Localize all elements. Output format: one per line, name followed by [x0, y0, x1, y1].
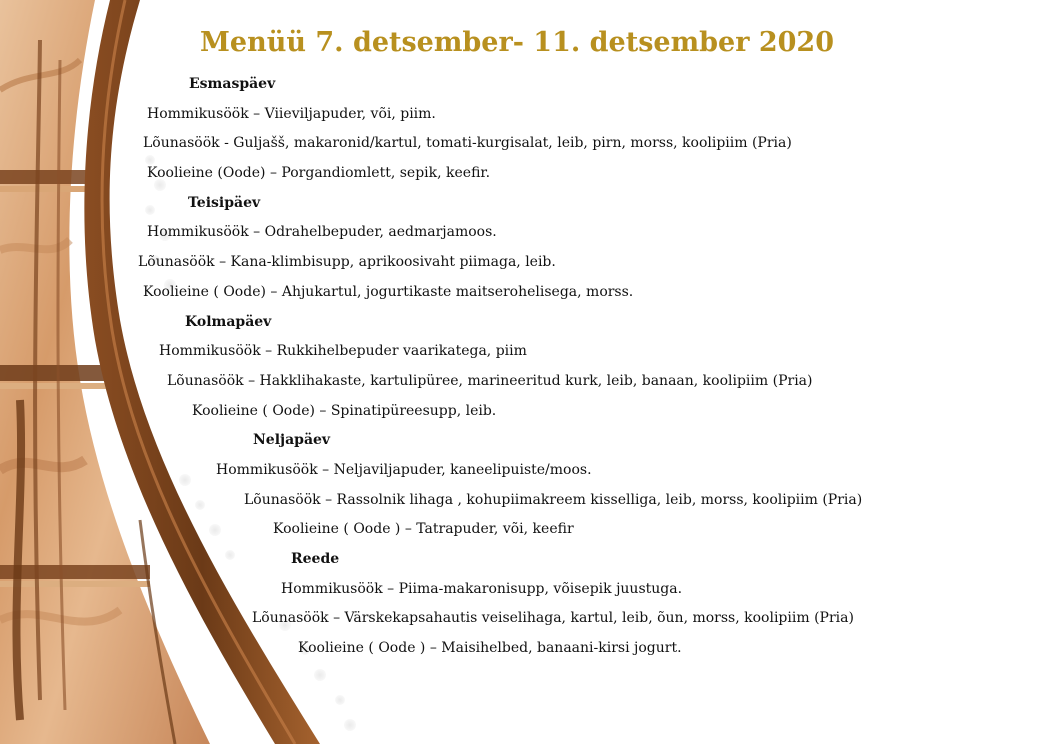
tuesday-snack: Koolieine ( Oode) – Ahjukartul, jogurtikaste maitserohelisega, morss.	[143, 284, 634, 300]
day-heading-thursday: Neljapäev	[253, 432, 331, 448]
shelf-bar-4	[0, 383, 110, 389]
wednesday-breakfast: Hommikusöök – Rukkihelbepuder vaarikatega, piim	[159, 343, 527, 359]
shelf-bar-2	[0, 186, 95, 192]
tuesday-breakfast: Hommikusöök – Odrahelbepuder, aedmarjamoos.	[147, 224, 497, 240]
thursday-lunch: Lõunasöök – Rassolnik lihaga , kohupiimakreem kisselliga, leib, morss, koolipiim (Pria)	[244, 492, 863, 508]
wood-grain-3	[0, 460, 85, 470]
friday-breakfast: Hommikusöök – Piima-makaronisupp, võisepik juustuga.	[281, 581, 683, 597]
shelf-bar-5	[0, 565, 150, 579]
shelf-bar-3	[0, 365, 110, 381]
menu-title: Menüü 7. detsember- 11. detsember 2020	[200, 27, 834, 58]
shelf-bar-1	[0, 170, 95, 184]
thursday-snack: Koolieine ( Oode ) – Tatrapuder, või, keefir	[273, 521, 574, 537]
day-heading-friday: Reede	[291, 551, 340, 567]
monday-lunch: Lõunasöök - Guljašš, makaronid/kartul, tomati-kurgisalat, leib, pirn, morss, koolipiim (Pria)	[143, 135, 792, 151]
tuesday-lunch: Lõunasöök – Kana-klimbisupp, aprikoosivaht piimaga, leib.	[138, 254, 556, 270]
friday-lunch: Lõunasöök – Värskekapsahautis veiselihaga, kartul, leib, õun, morss, koolipiim (Pria)	[252, 610, 854, 626]
day-heading-wednesday: Kolmapäev	[185, 314, 272, 330]
monday-breakfast: Hommikusöök – Viieviljapuder, või, piim.	[147, 106, 436, 122]
shelf-bar-6	[0, 581, 150, 587]
thursday-breakfast: Hommikusöök – Neljaviljapuder, kaneelipuiste/moos.	[216, 462, 592, 478]
day-heading-monday: Esmaspäev	[189, 76, 276, 92]
wednesday-lunch: Lõunasöök – Hakklihakaste, kartulipüree, marineeritud kurk, leib, banaan, koolipiim (Pria)	[167, 373, 813, 389]
day-heading-tuesday: Teisipäev	[188, 195, 261, 211]
wednesday-snack: Koolieine ( Oode) – Spinatipüreesupp, leib.	[192, 403, 497, 419]
strand-3	[16, 400, 21, 720]
monday-snack: Koolieine (Oode) – Porgandiomlett, sepik, keefir.	[147, 165, 491, 181]
friday-snack: Koolieine ( Oode ) – Maisihelbed, banaani-kirsi jogurt.	[298, 640, 682, 656]
